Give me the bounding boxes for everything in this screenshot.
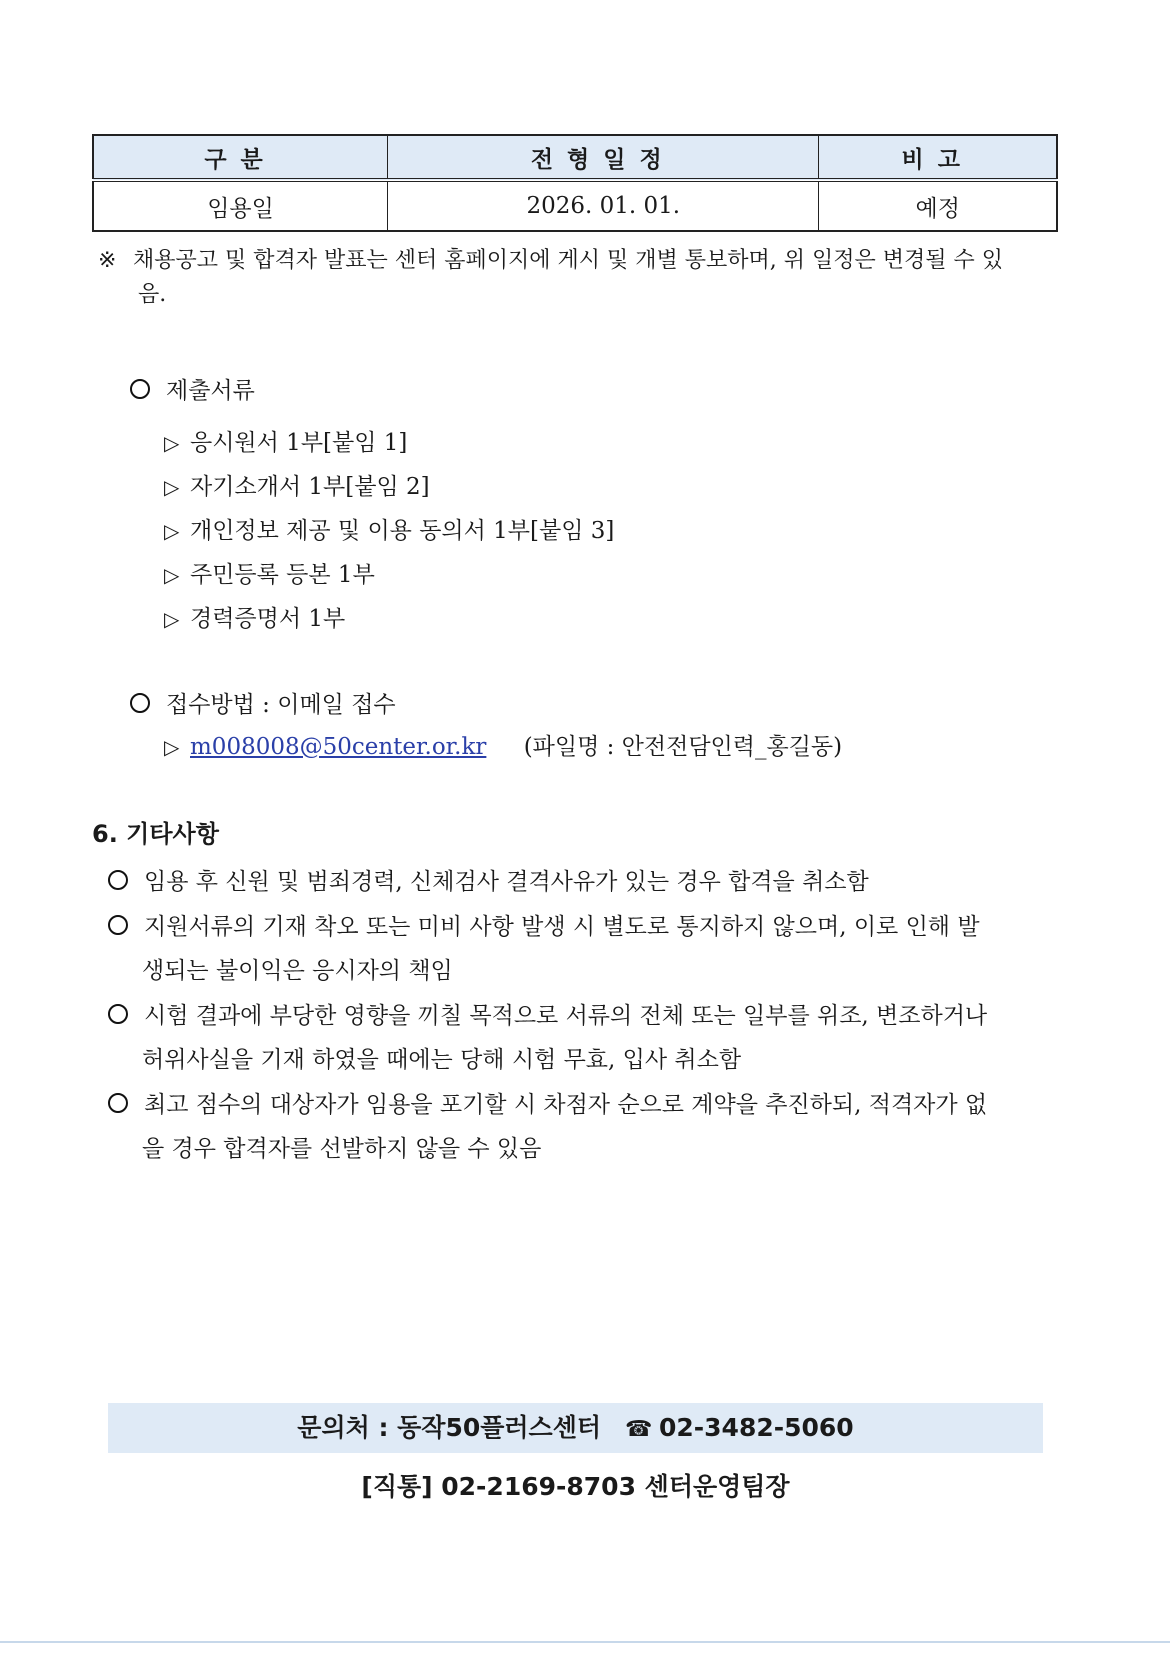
triangle-bullet-icon: ▷ <box>164 431 180 455</box>
list-item <box>108 905 1058 993</box>
document-item-label: 개인정보 제공 및 이용 동의서 1부[붙임 3] <box>190 518 615 544</box>
document-item-label: 주민등록 등본 1부 <box>190 562 375 588</box>
list-item <box>164 516 614 546</box>
contact-line <box>108 1403 1043 1453</box>
item-text-continued: 허위사실을 기재 하였을 때에는 당해 시험 무효, 입사 취소함 <box>142 1047 742 1073</box>
bottom-divider <box>0 1641 1170 1643</box>
notice-line-2: 음. <box>138 282 167 307</box>
list-item <box>164 428 407 458</box>
triangle-bullet-icon: ▷ <box>164 519 180 543</box>
header-remarks: 비고 <box>819 135 1057 180</box>
circle-bullet-icon <box>108 870 128 890</box>
submission-title: 접수방법 : 이메일 접수 <box>166 692 396 718</box>
schedule-table <box>92 134 1058 232</box>
document-item-label: 응시원서 1부[붙임 1] <box>190 430 408 456</box>
telephone-icon: ☎ <box>625 1417 653 1442</box>
document-item-label: 자기소개서 1부[붙임 2] <box>190 474 430 500</box>
documents-title: 제출서류 <box>166 378 255 404</box>
list-item <box>108 994 1058 1082</box>
cell-remarks: 예정 <box>819 180 1057 231</box>
direct-line: [직통] 02-2169-8703 센터운영팀장 <box>361 1472 790 1501</box>
schedule-notice <box>98 244 1058 312</box>
list-item <box>164 604 345 634</box>
circle-bullet-icon <box>130 693 150 713</box>
item-text-continued: 을 경우 합격자를 선발하지 않을 수 있음 <box>142 1136 542 1162</box>
notice-line-1: 채용공고 및 합격자 발표는 센터 홈페이지에 게시 및 개별 통보하며, 위 일정은 변경될 수 있 <box>133 248 1003 273</box>
circle-bullet-icon <box>108 1093 128 1113</box>
documents-title-line <box>130 376 255 406</box>
circle-bullet-icon <box>108 915 128 935</box>
triangle-bullet-icon: ▷ <box>164 475 180 499</box>
item-text: 지원서류의 기재 착오 또는 미비 사항 발생 시 별도로 통지하지 않으며, 이로 인해 발 <box>144 914 980 940</box>
contact-label: 문의처 : 동작50플러스센터 <box>297 1413 601 1442</box>
filename-note: (파일명 : 안전전담인력_홍길동) <box>523 734 843 760</box>
cell-category: 임용일 <box>93 180 388 231</box>
submission-email-line <box>164 732 842 762</box>
cell-date: 2026. 01. 01. <box>388 180 819 231</box>
email-link[interactable]: m008008@50center.or.kr <box>190 734 487 760</box>
header-category: 구분 <box>93 135 388 180</box>
list-item <box>164 472 430 502</box>
triangle-bullet-icon: ▷ <box>164 607 180 631</box>
triangle-bullet-icon: ▷ <box>164 735 180 759</box>
submission-title-line <box>130 690 396 720</box>
triangle-bullet-icon: ▷ <box>164 563 180 587</box>
reference-mark-icon: ※ <box>98 248 117 273</box>
section-heading: 6. 기타사항 <box>92 820 219 848</box>
list-item <box>108 860 1058 904</box>
circle-bullet-icon <box>108 1004 128 1024</box>
list-item <box>108 1083 1058 1171</box>
item-text: 최고 점수의 대상자가 임용을 포기할 시 차점자 순으로 계약을 추진하되, 적격자가 없 <box>144 1092 988 1118</box>
table-row <box>93 180 1057 231</box>
contact-phone: 02-3482-5060 <box>659 1413 854 1442</box>
item-text: 시험 결과에 부당한 영향을 끼칠 목적으로 서류의 전체 또는 일부를 위조, 변조하거나 <box>144 1003 988 1029</box>
document-item-label: 경력증명서 1부 <box>190 606 346 632</box>
schedule-header-row <box>93 135 1057 180</box>
header-schedule: 전형일정 <box>388 135 819 180</box>
circle-bullet-icon <box>130 379 150 399</box>
item-text-continued: 생되는 불이익은 응시자의 책임 <box>142 958 453 984</box>
list-item <box>164 560 375 590</box>
item-text: 임용 후 신원 및 범죄경력, 신체검사 결격사유가 있는 경우 합격을 취소함 <box>144 869 869 895</box>
